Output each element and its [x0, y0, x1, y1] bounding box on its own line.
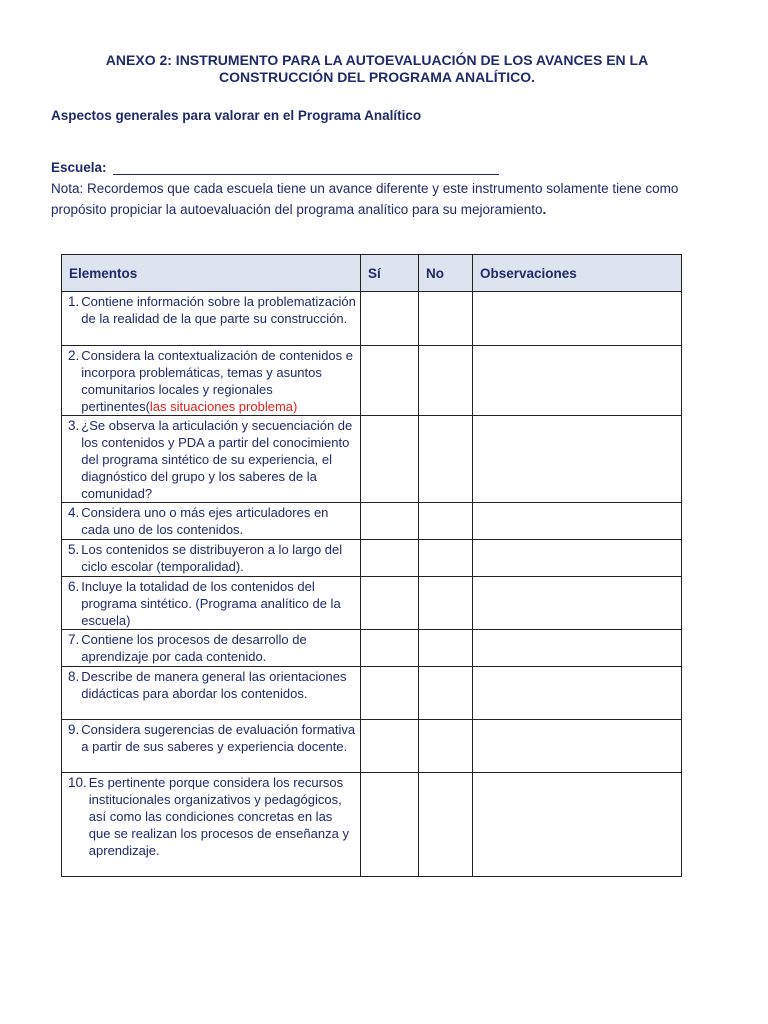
criterion-highlight: las situaciones problema) [149, 399, 298, 414]
criterion-cell [62, 540, 360, 575]
criterion-number: 5. [68, 542, 80, 557]
note-paragraph [51, 178, 701, 220]
table-row [62, 416, 682, 503]
criterion-cell [62, 630, 360, 665]
no-cell[interactable] [419, 773, 473, 877]
criterion-text: Incluye la totalidad de los contenidos del programa sintético. (Programa analítico de la escuela) [81, 579, 341, 628]
observaciones-cell[interactable] [473, 667, 682, 720]
criterion-number: 9. [68, 722, 80, 737]
criterion-cell [62, 720, 360, 755]
no-cell[interactable] [419, 503, 473, 540]
no-cell[interactable] [419, 292, 473, 346]
criterion-number: 6. [68, 579, 80, 594]
criterion-text: Los contenidos se distribuyeron a lo largo del ciclo escolar (temporalidad). [81, 542, 343, 574]
observaciones-cell[interactable] [473, 540, 682, 577]
note-end: . [542, 202, 547, 217]
note-text: Nota: Recordemos que cada escuela tiene un avance diferente y este instrumento solamente tiene como propósito propiciar la autoevaluación del programa analítico para su mejoramiento [51, 181, 679, 217]
document-title [60, 52, 694, 86]
criterion-number: 2. [68, 348, 80, 363]
table-row [62, 720, 682, 773]
si-cell[interactable] [361, 346, 419, 416]
observaciones-cell[interactable] [473, 630, 682, 667]
si-cell[interactable] [361, 630, 419, 667]
no-cell[interactable] [419, 540, 473, 577]
observaciones-cell[interactable] [473, 503, 682, 540]
criterion-cell [62, 773, 360, 859]
no-cell[interactable] [419, 346, 473, 416]
table-row [62, 577, 682, 630]
si-cell[interactable] [361, 773, 419, 877]
table-row [62, 503, 682, 540]
criterion-number: 3. [68, 418, 80, 433]
criterion-text: Contiene los procesos de desarrollo de aprendizaje por cada contenido. [81, 632, 307, 664]
criterion-cell [62, 346, 360, 415]
evaluation-table [61, 254, 682, 877]
table-row [62, 346, 682, 416]
criterion-number: 7. [68, 632, 80, 647]
criterion-text: Considera sugerencias de evaluación formativa a partir de sus saberes y experiencia docente. [81, 722, 356, 754]
school-label: Escuela: [51, 160, 107, 175]
criterion-text: Es pertinente porque considera los recursos institucionales organizativos y pedagógicos, así como las condiciones concretas en las que se realizan los procesos de enseñanza y aprendizaje. [88, 775, 349, 858]
si-cell[interactable] [361, 503, 419, 540]
observaciones-cell[interactable] [473, 720, 682, 773]
observaciones-cell[interactable] [473, 292, 682, 346]
criterion-number: 1. [68, 294, 80, 309]
table-row [62, 540, 682, 577]
no-cell[interactable] [419, 577, 473, 630]
si-cell[interactable] [361, 577, 419, 630]
school-field [51, 160, 691, 175]
table-row [62, 630, 682, 667]
si-cell[interactable] [361, 720, 419, 773]
criterion-text: Considera la contextualización de contenidos e incorpora problemáticas, temas y asuntos comunitarios locales y regionales pertinentes( [81, 348, 353, 414]
criterion-number: 10. [68, 775, 87, 790]
observaciones-cell[interactable] [473, 416, 682, 503]
no-cell[interactable] [419, 667, 473, 720]
criterion-text: Contiene información sobre la problematización de la realidad de la que parte su construcción. [81, 294, 356, 326]
header-observaciones: Observaciones [473, 255, 682, 292]
si-cell[interactable] [361, 292, 419, 346]
criterion-number: 4. [68, 505, 80, 520]
criterion-cell [62, 416, 360, 502]
criterion-text: Considera uno o más ejes articuladores en cada uno de los contenidos. [81, 505, 329, 537]
table-row [62, 667, 682, 720]
title-line-1: ANEXO 2: INSTRUMENTO PARA LA AUTOEVALUACIÓN DE LOS AVANCES EN LA [105, 52, 649, 68]
header-no: No [419, 255, 473, 292]
title-line-2: CONSTRUCCIÓN DEL PROGRAMA ANALÍTICO. [218, 69, 536, 85]
document-subtitle: Aspectos generales para valorar en el Programa Analítico [51, 108, 422, 123]
criterion-cell [62, 292, 360, 327]
criterion-number: 8. [68, 669, 80, 684]
criterion-cell [62, 503, 360, 538]
observaciones-cell[interactable] [473, 346, 682, 416]
observaciones-cell[interactable] [473, 773, 682, 877]
no-cell[interactable] [419, 720, 473, 773]
header-si: Sí [361, 255, 419, 292]
si-cell[interactable] [361, 416, 419, 503]
criterion-text: Describe de manera general las orientaciones didácticas para abordar los contenidos. [81, 669, 347, 701]
table-row [62, 292, 682, 346]
si-cell[interactable] [361, 667, 419, 720]
criterion-cell [62, 577, 360, 629]
no-cell[interactable] [419, 630, 473, 667]
criterion-text: ¿Se observa la articulación y secuenciación de los contenidos y PDA a partir del conocimiento del programa sintético de su experiencia, el diagnóstico del grupo y los saberes de la comunidad? [81, 418, 353, 501]
criterion-cell [62, 667, 360, 702]
header-elementos: Elementos [62, 255, 361, 292]
si-cell[interactable] [361, 540, 419, 577]
school-blank-line [113, 174, 499, 175]
table-row [62, 773, 682, 877]
observaciones-cell[interactable] [473, 577, 682, 630]
no-cell[interactable] [419, 416, 473, 503]
table-header-row [62, 255, 682, 292]
